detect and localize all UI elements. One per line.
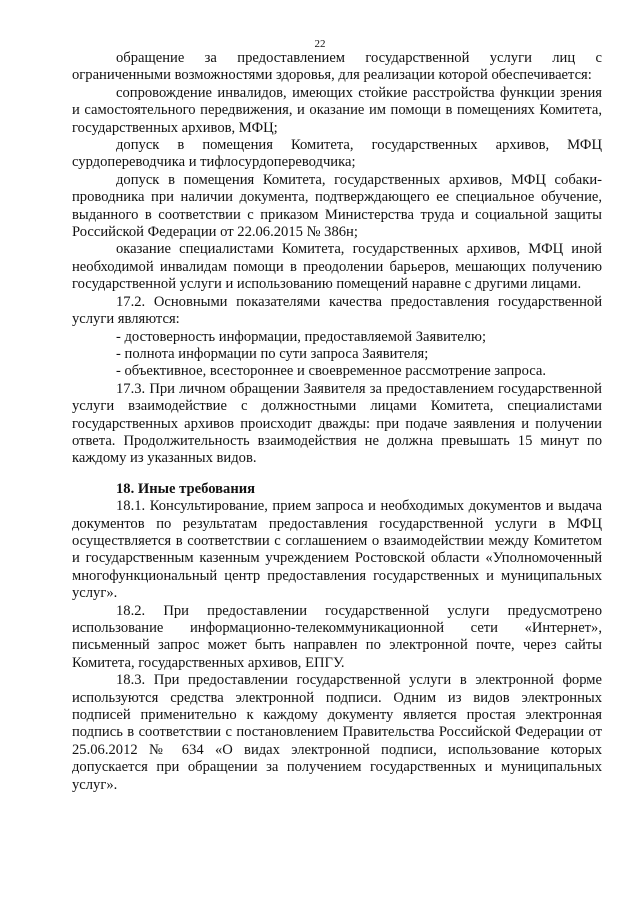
paragraph-18-1: 18.1. Консультирование, прием запроса и необходимых документов и выдача документов по результатам предоставления государственной услуги в МФЦ осуществляется в соответствии с соглашением о взаимодействии между Комитетом и государственным казенным учреждением Ростовской области «Уполномоченный многофункциональный центр предоставления государственных и муниципальных услуг». <box>72 498 602 602</box>
paragraph-17-2: 17.2. Основными показателями качества предоставления государственной услуги являются: <box>72 293 602 328</box>
page-number: 22 <box>314 38 326 50</box>
paragraph-escort-disabled: сопровождение инвалидов, имеющих стойкие расстройства функции зрения и самостоятельного передвижения, и оказание им помощи в помещениях Комитета, государственных архивов, МФЦ; <box>72 84 602 136</box>
paragraph-sign-interpreter: допуск в помещения Комитета, государственных архивов, МФЦ сурдопереводчика и тифлосурдопереводчика; <box>72 137 602 171</box>
list-item: - полнота информации по сути запроса Заявителя; <box>116 345 429 362</box>
paragraph-assistance: оказание специалистами Комитета, государственных архивов, МФЦ иной необходимой инвалидам помощи в преодолении барьеров, мешающих получению государственной услуги и использованию помещений наравне с другими лицами. <box>72 241 602 293</box>
paragraph-guide-dog: допуск в помещения Комитета, государственных архивов, МФЦ собаки-проводника при наличии документа, подтверждающего ее специальное обучение, выданного в соответствии с приказом Министерства труда и социальной защиты Российской Федерации от 22.06.2015 № 386н; <box>72 171 602 241</box>
paragraph-18-3: 18.3. При предоставлении государственной услуги в электронной форме используются средства электронной подписи. Одним из видов электронных подписей применительно к каждому документу является простая электронная подпись в соответствии с постановлением Правительства Российской Федерации от 25.06.2012 № 634 «О видах электронной подписи, использование которых допускается при обращении за получением государственных и муниципальных услуг». <box>72 672 602 793</box>
paragraph-17-3: 17.3. При личном обращении Заявителя за предоставлением государственной услуги взаимодействие с должностными лицами Комитета, специалистами государственных архивов происходит дважды: при подаче заявления и получении ответа. Продолжительность взаимодействия не должна превышать 15 минут по каждому из указанных видов. <box>72 380 602 467</box>
paragraph-18-2: 18.2. При предоставлении государственной услуги предусмотрено использование информационно-телекоммуникационной сети «Интернет», письменный запрос может быть направлен по электронной почте, через сайты Комитета, государственных архивов, ЕПГУ. <box>72 602 602 671</box>
list-item: - объективное, всестороннее и своевременное рассмотрение запроса. <box>116 363 547 380</box>
list-item: - достоверность информации, предоставляемой Заявителю; <box>116 328 486 345</box>
paragraph-disabled-access-intro: обращение за предоставлением государственной услуги лиц с ограниченными возможностями здоровья, для реализации которой обеспечивается: <box>72 50 602 84</box>
section-heading-18: 18. Иные требования <box>116 480 256 497</box>
document-body <box>72 50 602 794</box>
